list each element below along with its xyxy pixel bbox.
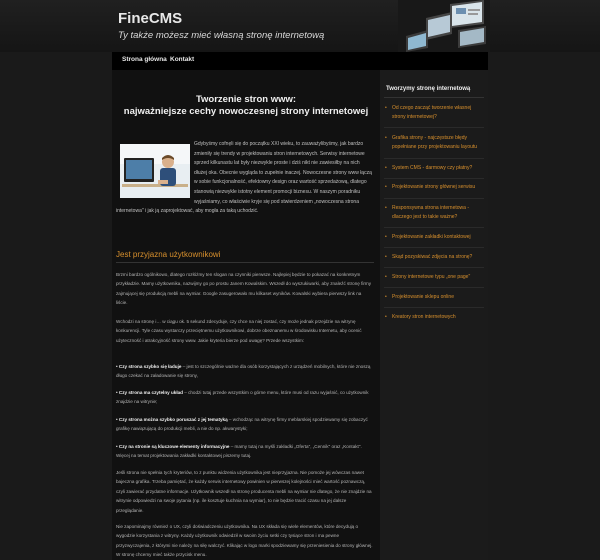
sidebar-separator (384, 287, 484, 288)
sidebar-separator (384, 247, 484, 248)
sidebar-separator (384, 227, 484, 228)
nav-item-home[interactable]: Strona główna (122, 56, 167, 63)
sidebar-link-8[interactable]: Strony internetowe typu „one page" (392, 274, 471, 280)
bullet-icon: • (385, 254, 387, 260)
list-item-4-text: – mamy tutaj na myśli zakładki „Oferta", „Cennik" oraz „Kontakt". Więcej na temat projektowania zakładki kontaktowej piszemy tutaj. (116, 444, 362, 459)
page-title-line1: Tworzenie stron www: (195, 94, 297, 105)
main-content (112, 70, 380, 560)
list-item-2-bold: • Czy strona ma czytelny układ (116, 390, 183, 395)
sidebar-link-10[interactable]: Kreatory stron internetowych (392, 314, 456, 320)
list-item-2 (116, 388, 374, 407)
bullet-icon: • (385, 314, 387, 320)
hero-image (120, 144, 190, 198)
list-item-3-bold: • Czy strona można szybko poruszać z jej tematyką (116, 417, 228, 422)
sidebar-link-2[interactable]: Grafika strony - najczęstsze błędy popełniane przy projektowaniu layoutu (392, 135, 478, 150)
bullet-icon: • (385, 294, 387, 300)
sidebar (380, 70, 488, 560)
site-header (0, 0, 600, 52)
bullet-icon: • (385, 234, 387, 240)
sidebar-separator (384, 198, 484, 199)
section-heading: Jest przyjazna użytkownikowi (116, 250, 221, 259)
bullet-icon: • (385, 274, 387, 280)
paragraph-3: Jeśli strona nie spełnia tych kryteriów, to z punktu widzenia użytkownika jest nieprzyjazna. Nie pomoże jej wówczas nawet bajeczna grafika. Trzeba pamiętać, że każdy serwis internetowy powinien w pierwszej kolejności mieć wartość poznawczą, czyli zawierać przydatne informacje. Użytkownik wszedł na stronę producenta mebli na wymiar nie dlatego, że nie znajdzie na witrynie odpowiedzi na swoje pytania (np. ile kosztuje kuchnia na wymiar), to nie będzie tracić czasu na jej dalsze przeglądanie. (116, 470, 372, 513)
list-item-3-text: – wchodząc na witrynę firmy meblarskiej spodziewamy się zobaczyć grafikę nawiązującą do produkcji mebli, a nie do np. akwarystyki; (116, 417, 368, 432)
list-item-4 (116, 442, 374, 461)
sidebar-divider (384, 97, 484, 98)
intro-text: Gdybyśmy cofnęli się do początku XXI wieku, to zauważylibyśmy, jak bardzo zmieniły się trendy w projektowaniu stron internetowych. Serwisy internetowe sprzed kilkunastu lat były niezwykle proste i dziś nikt nie zawiesiłby na nich dłużej oka. Obecnie wygląda to zupełnie inaczej. Nowoczesne strony www łączą w sobie funkcjonalność, efektowny design oraz wartość sprzedażową, dlatego stanowią niezwykle istotny element promocji biznesu. W naszym poradniku wyjaśniamy, co właściwie kryje się pod stwierdzeniem „nowoczesna strona internetowa" i jak ją zaprojektować, aby mogła za taką uchodzić. (116, 141, 372, 215)
site-title[interactable]: FineCMS (118, 10, 183, 27)
bullet-icon: • (385, 105, 387, 111)
sidebar-link-3[interactable]: System CMS - darmowy czy płatny? (392, 165, 473, 171)
sidebar-link-6[interactable]: Projektowanie zakładki kontaktowej (392, 234, 471, 240)
sidebar-link-5[interactable]: Responsywna strona internetowa - dlaczego jest to takie ważne? (392, 205, 469, 220)
list-item-1 (116, 362, 374, 381)
list-item-4-bold: • Czy na stronie są kluczowe elementy informacyjne (116, 444, 230, 449)
sidebar-separator (384, 158, 484, 159)
bullet-icon: • (385, 184, 387, 190)
list-item-1-bold: • Czy strona szybko się ładuje (116, 364, 182, 369)
paragraph-1: Brzmi bardzo ogólnikowo, dlatego rozłóżmy ten slogan na czynniki pierwsze. Najlepiej będzie to pokazać na konkretnym przykładzie. Mamy użytkownika, nazwijmy go po prostu Janem Kowalskim. Wszedł do wyszukiwarki, aby znaleźć stronę firmy zajmującej się produkcją mebli na wymiar. Google zasugerowało mu kilkaset wyników. Kowalski wybiera pierwszy link na liście. (116, 272, 372, 306)
page-title (112, 94, 380, 118)
sidebar-link-7[interactable]: Skąd pozyskiwać zdjęcia na stronę? (392, 254, 473, 260)
list-item-2-text: – chodzi tutaj przede wszystkim o górne menu, które musi od razu wyjaśnić, co użytkownik znajdzie na witrynie; (116, 390, 369, 405)
nav-item-contact[interactable]: Kontakt (170, 56, 195, 63)
list-item-3 (116, 415, 374, 434)
list-item-1-text: – jest to szczególnie ważne dla osób korzystających z urządzeń mobilnych, które nie znoszą długo czekać na załadowanie się strony, (116, 364, 371, 379)
paragraph-2: Wchodzi na stronę i… w ciągu ok. 5 sekund zdecyduje, czy chce na niej zostać, czy może jednak przejdzie na witrynę konkurencji. Tyle czasu wystarczy przeciętnemu użytkownikowi, dobrze obeznanemu w środowisku Internetu, aby ocenić użyteczność i atrakcyjność strony www. Jakie kryteria bierze pod uwagę? Przede wszystkim: (116, 319, 362, 343)
sidebar-link-4[interactable]: Projektowanie strony głównej serwisu (392, 184, 476, 190)
page-title-line2: najważniejsze cechy nowoczesnej strony internetowej (123, 106, 369, 117)
bullet-icon: • (385, 135, 387, 141)
bullet-icon: • (385, 165, 387, 171)
section-divider (116, 262, 374, 263)
sidebar-link-1[interactable]: Od czego zacząć tworzenie własnej strony internetowej? (392, 105, 472, 120)
paragraph-4: Nie zapominajmy również o UX, czyli doświadczeniu użytkownika. Na UX składa się wiele elementów, które decydują o wygodzie korzystania z witryny. Każdy użytkownik odwiedził w swoim życiu setki czy tysiące stron i ma pewne przyzwyczajenia, z którymi nie należy na siłę walczyć. Klikając w logo marki spodziewamy się przeniesienia do strony głównej. W stronę chcemy mieć także przycisk menu. (116, 524, 373, 558)
header-screens-illustration (398, 0, 490, 52)
sidebar-separator (384, 267, 484, 268)
sidebar-link-9[interactable]: Projektowanie sklepu online (392, 294, 454, 300)
bullet-icon: • (385, 205, 387, 211)
sidebar-separator (384, 307, 484, 308)
site-tagline: Ty także możesz mieć własną stronę internetową (118, 30, 325, 41)
sidebar-title: Tworzymy stronę internetową (386, 86, 471, 92)
sidebar-separator (384, 178, 484, 179)
sidebar-separator (384, 127, 484, 128)
main-nav (112, 52, 488, 70)
